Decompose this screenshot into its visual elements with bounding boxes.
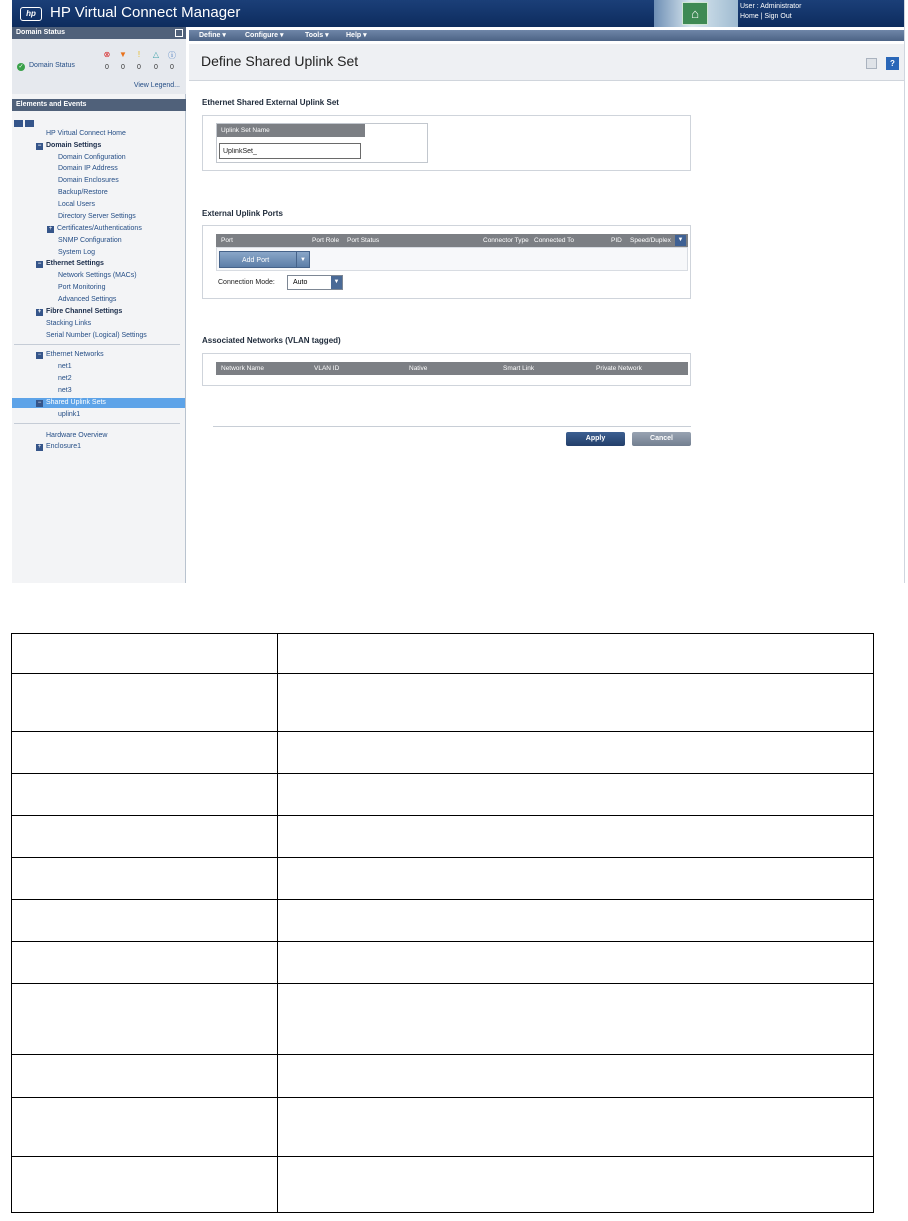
table-row xyxy=(12,1157,874,1213)
table-row xyxy=(12,774,874,816)
warning-count: 0 xyxy=(154,64,158,71)
major-count: 0 xyxy=(121,64,125,71)
tree-domain-configuration[interactable]: Domain Configuration xyxy=(58,154,126,161)
tree-ethernet-networks[interactable] xyxy=(36,350,104,360)
tree-label: Certificates/Authentications xyxy=(57,225,142,232)
minor-icon: ! xyxy=(137,50,141,59)
tree-divider xyxy=(14,423,180,424)
col-connected-to[interactable]: Connected To xyxy=(534,237,574,244)
table-cell xyxy=(278,900,874,942)
tree-backup-restore[interactable]: Backup/Restore xyxy=(58,189,108,196)
domain-status-link[interactable]: Domain Status xyxy=(29,62,75,69)
table-cell xyxy=(278,1055,874,1098)
tree-net2[interactable]: net2 xyxy=(58,375,72,382)
header-banner-image xyxy=(654,0,738,27)
table-cell xyxy=(12,1098,278,1157)
page-header xyxy=(189,44,905,81)
tree-certificates[interactable] xyxy=(47,224,142,234)
tree-ethernet-settings[interactable] xyxy=(36,259,104,269)
elements-events-title: Elements and Events xyxy=(16,101,87,108)
tree-port-monitoring[interactable]: Port Monitoring xyxy=(58,284,106,291)
warning-icon: △ xyxy=(152,50,160,59)
tree-vc-home[interactable]: HP Virtual Connect Home xyxy=(46,130,126,137)
table-cell xyxy=(12,900,278,942)
tree-local-users[interactable]: Local Users xyxy=(58,201,95,208)
table-cell xyxy=(278,942,874,984)
menu-help[interactable]: Help ▾ xyxy=(346,32,367,39)
table-row xyxy=(12,732,874,774)
expand-plus-icon[interactable]: + xyxy=(37,309,42,315)
home-link[interactable]: Home xyxy=(740,13,759,20)
footer-divider xyxy=(213,426,691,427)
table-cell xyxy=(12,858,278,900)
collapse-minus-icon[interactable]: − xyxy=(37,400,42,406)
col-port[interactable]: Port xyxy=(221,237,233,244)
home-icon: ⌂ xyxy=(682,2,708,25)
tree-snmp[interactable]: SNMP Configuration xyxy=(58,237,122,244)
link-separator: | xyxy=(760,13,763,20)
table-cell xyxy=(278,984,874,1055)
menu-bar xyxy=(189,30,905,41)
table-row xyxy=(12,1098,874,1157)
table-row xyxy=(12,634,874,674)
table-cell xyxy=(278,774,874,816)
chevron-down-icon[interactable]: ▼ xyxy=(296,252,309,267)
tree-label: Ethernet Networks xyxy=(46,351,104,358)
major-icon: ▼ xyxy=(119,50,127,59)
tree-network-settings[interactable]: Network Settings (MACs) xyxy=(58,272,137,279)
table-row xyxy=(12,1055,874,1098)
networks-grid-header xyxy=(216,362,688,375)
table-cell xyxy=(278,1157,874,1213)
connection-mode-label: Connection Mode: xyxy=(218,279,275,286)
expand-all-icon[interactable] xyxy=(14,120,23,127)
table-cell xyxy=(12,984,278,1055)
help-icon[interactable]: ? xyxy=(886,57,899,70)
page-title: Define Shared Uplink Set xyxy=(201,53,359,69)
col-vlan-id[interactable]: VLAN ID xyxy=(314,365,340,372)
table-row xyxy=(12,858,874,900)
expand-plus-icon[interactable]: + xyxy=(48,226,53,232)
tree-stacking-links[interactable]: Stacking Links xyxy=(46,320,92,327)
tree-fc-settings[interactable] xyxy=(36,307,122,317)
table-row xyxy=(12,942,874,984)
app-header xyxy=(12,0,905,27)
tree-label: Domain Settings xyxy=(46,142,102,149)
tree-hardware-overview[interactable]: Hardware Overview xyxy=(46,432,108,439)
tree-expand-buttons xyxy=(14,114,36,132)
menu-tools[interactable]: Tools ▾ xyxy=(305,32,329,39)
tree-system-log[interactable]: System Log xyxy=(58,249,95,256)
col-connector-type[interactable]: Connector Type xyxy=(483,237,529,244)
section-uplink-set-title: Ethernet Shared External Uplink Set xyxy=(202,98,339,107)
expand-plus-icon[interactable]: + xyxy=(37,444,42,450)
table-cell xyxy=(278,732,874,774)
cancel-button[interactable]: Cancel xyxy=(632,432,691,446)
tree-net1[interactable]: net1 xyxy=(58,363,72,370)
table-cell xyxy=(12,1055,278,1098)
view-legend-link[interactable]: View Legend... xyxy=(133,82,180,89)
col-native[interactable]: Native xyxy=(409,365,428,372)
table-row xyxy=(12,984,874,1055)
col-speed-duplex[interactable]: Speed/Duplex xyxy=(630,237,671,244)
col-private-network[interactable]: Private Network xyxy=(596,365,642,372)
chevron-down-icon[interactable]: ▼ xyxy=(331,276,342,289)
user-label: User : Administrator xyxy=(740,3,802,10)
collapse-all-icon[interactable] xyxy=(25,120,34,127)
menu-configure[interactable]: Configure ▾ xyxy=(245,32,284,39)
menu-define[interactable]: Define ▾ xyxy=(199,32,226,39)
add-port-button[interactable] xyxy=(219,251,310,268)
col-pid[interactable]: PID xyxy=(611,237,622,244)
collapse-minus-icon[interactable]: − xyxy=(37,261,42,267)
vc-manager-window xyxy=(12,0,905,583)
add-port-label: Add Port xyxy=(242,257,270,264)
section-uplink-ports-title: External Uplink Ports xyxy=(202,209,283,218)
uplink-name-header: Uplink Set Name xyxy=(217,124,365,137)
col-port-role[interactable]: Port Role xyxy=(312,237,340,244)
user-info xyxy=(740,2,801,22)
tree-directory-server[interactable]: Directory Server Settings xyxy=(58,213,136,220)
tree-label: Ethernet Settings xyxy=(46,260,104,267)
columns-dropdown-icon[interactable]: ▼ xyxy=(675,235,686,246)
tree-domain-enclosures[interactable]: Domain Enclosures xyxy=(58,177,119,184)
left-sidebar xyxy=(12,27,186,583)
table-cell xyxy=(278,1098,874,1157)
domain-status-title: Domain Status xyxy=(16,29,66,36)
collapse-minus-icon[interactable]: − xyxy=(37,143,42,149)
documentation-table xyxy=(11,633,874,1213)
hp-logo: hp xyxy=(20,7,42,21)
domain-status-header xyxy=(12,27,186,39)
apply-button[interactable]: Apply xyxy=(566,432,625,446)
minor-count: 0 xyxy=(137,64,141,71)
tree-domain-settings[interactable] xyxy=(36,141,101,151)
section-networks-title: Associated Networks (VLAN tagged) xyxy=(202,336,341,345)
tree-label: Enclosure1 xyxy=(46,443,82,450)
table-cell xyxy=(12,816,278,858)
table-row xyxy=(12,674,874,732)
col-network-name[interactable]: Network Name xyxy=(221,365,264,372)
critical-icon: ⊗ xyxy=(103,50,111,59)
table-cell xyxy=(12,942,278,984)
table-row xyxy=(12,900,874,942)
table-cell xyxy=(278,858,874,900)
info-count: 0 xyxy=(170,64,174,71)
app-title: HP Virtual Connect Manager xyxy=(50,4,241,21)
domain-status-panel xyxy=(12,39,186,94)
critical-count: 0 xyxy=(105,64,109,71)
tree-uplink1[interactable]: uplink1 xyxy=(58,411,81,418)
ok-status-icon: ✓ xyxy=(18,64,24,70)
col-port-status[interactable]: Port Status xyxy=(347,237,380,244)
table-cell xyxy=(278,634,874,674)
table-cell xyxy=(12,1157,278,1213)
table-cell xyxy=(278,674,874,732)
table-row xyxy=(12,816,874,858)
info-icon: ⓘ xyxy=(168,51,176,60)
tree-divider xyxy=(14,344,180,345)
tree-advanced-settings[interactable]: Advanced Settings xyxy=(58,296,117,303)
table-cell xyxy=(12,774,278,816)
uplink-set-name-input[interactable] xyxy=(219,143,361,159)
ports-grid-header xyxy=(216,234,688,247)
table-cell xyxy=(278,816,874,858)
collapse-icon[interactable] xyxy=(175,29,183,37)
table-cell xyxy=(12,674,278,732)
tree-label: Fibre Channel Settings xyxy=(46,308,123,315)
print-icon[interactable] xyxy=(866,58,877,69)
table-cell xyxy=(12,634,278,674)
tree-serial-number[interactable]: Serial Number (Logical) Settings xyxy=(46,332,147,339)
tree-shared-uplink-sets[interactable] xyxy=(36,398,106,408)
table-cell xyxy=(12,732,278,774)
tree-net3[interactable]: net3 xyxy=(58,387,72,394)
connection-mode-value: Auto xyxy=(293,279,308,286)
collapse-minus-icon[interactable]: − xyxy=(37,352,42,358)
elements-events-header xyxy=(12,99,186,111)
connection-mode-select[interactable] xyxy=(287,275,343,290)
sign-out-link[interactable]: Sign Out xyxy=(764,13,792,20)
tree-enclosure1[interactable] xyxy=(36,442,81,452)
col-smart-link[interactable]: Smart Link xyxy=(503,365,535,372)
tree-domain-ip[interactable]: Domain IP Address xyxy=(58,165,118,172)
tree-label: Shared Uplink Sets xyxy=(46,399,106,406)
